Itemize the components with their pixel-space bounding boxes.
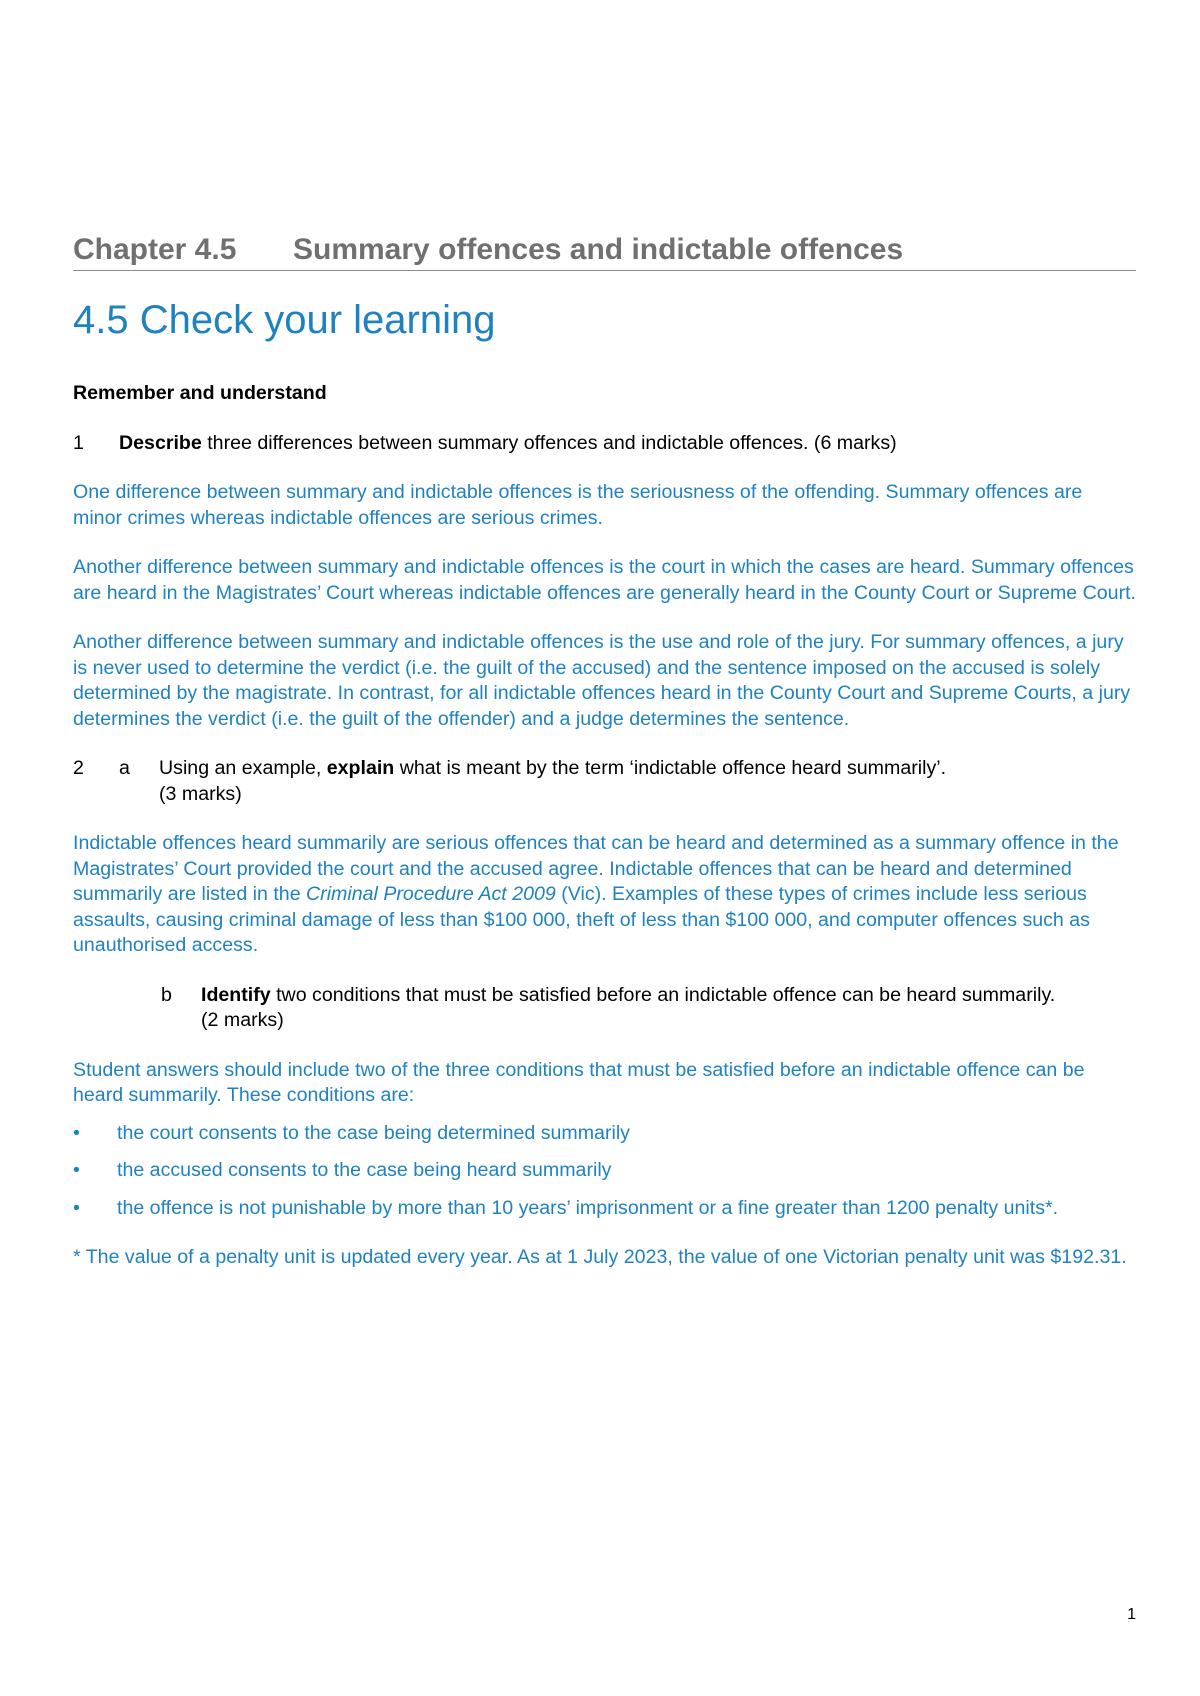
bullet-icon: •: [73, 1196, 80, 1219]
question-body: three differences between summary offences and indictable offences. (6 marks): [201, 431, 897, 454]
conditions-list: [73, 1121, 1136, 1222]
question-number: 1: [73, 431, 84, 454]
list-item: [73, 1196, 1136, 1222]
question-1: [73, 431, 1136, 457]
answer-paragraph: One difference between summary and indictable offences is the seriousness of the offending. Summary offences are minor crimes whereas indictable offences are serious crimes.: [73, 481, 1083, 529]
question-body: Using an example,: [159, 757, 327, 779]
question-marks: (3 marks): [159, 782, 242, 805]
question-text: [201, 983, 1136, 1034]
question-text: [159, 756, 1136, 807]
answer-paragraph: Another difference between summary and indictable offences is the court in which the cases are heard. Summary offences are heard in the Magistrates’ Court whereas indictable offences are generally heard in the County Court or Supreme Court.: [73, 556, 1136, 604]
section-heading: Remember and understand: [73, 382, 327, 404]
question-number: 2: [73, 757, 84, 779]
question-verb: Identify: [201, 983, 271, 1006]
chapter-header: [73, 230, 1136, 271]
list-item-text: the accused consents to the case being heard summarily: [117, 1159, 612, 1181]
question-body: two conditions that must be satisfied before an indictable offence can be heard summarily.: [270, 983, 1056, 1006]
list-item: [73, 1158, 1136, 1184]
questions-content: [73, 381, 1136, 1295]
answer-paragraph: Another difference between summary and indictable offences is the use and role of the jury. For summary offences, a jury is never used to determine the verdict (i.e. the guilt of the accused) and the sentence imposed on the accused is solely determined by the magistrate. In contrast, for all indictable offences heard in the County Court and Supreme Courts, a jury determines the verdict (i.e. the guilt of the offender) and a judge determines the sentence.: [73, 631, 1131, 730]
page-title: 4.5 Check your learning: [73, 298, 496, 342]
question-2b: [73, 983, 1136, 1034]
answer-paragraph: [73, 831, 1136, 959]
question-body: what is meant by the term ‘indictable offence heard summarily’.: [394, 757, 947, 779]
question-2a: [73, 756, 1136, 807]
answer-text: Indictable offences heard summarily are serious offences that can be heard and determined as a summary offence in the Magistrates’ Court provided the court and the accused agree. Indictable offences that can be heard and determined summarily are listed in the: [73, 832, 1119, 905]
answer-paragraph: Student answers should include two of the three conditions that must be satisfied before an indictable offence can be heard summarily. These conditions are:: [73, 1058, 1085, 1106]
page-number: 1: [1127, 1606, 1136, 1623]
chapter-title: Summary offences and indictable offences: [293, 233, 904, 266]
document-page: [73, 0, 1136, 1696]
question-verb: explain: [326, 757, 395, 779]
question-verb: Describe: [119, 431, 202, 454]
question-letter: b: [161, 983, 172, 1006]
act-title: Criminal Procedure Act 2009: [306, 883, 556, 905]
list-item-text: the offence is not punishable by more than 10 years’ imprisonment or a fine greater than 1200 penalty units*.: [117, 1196, 1059, 1219]
question-text: [119, 431, 1136, 457]
list-item-text: the court consents to the case being determined summarily: [117, 1121, 630, 1144]
list-item: [73, 1121, 1136, 1147]
question-letter: a: [119, 757, 130, 779]
footnote: * The value of a penalty unit is updated every year. As at 1 July 2023, the value of one Victorian penalty unit was $192.31.: [73, 1246, 1127, 1268]
question-marks: (2 marks): [201, 1009, 284, 1031]
bullet-icon: •: [73, 1121, 80, 1144]
chapter-number: Chapter 4.5: [73, 233, 237, 266]
bullet-icon: •: [73, 1159, 80, 1181]
answer-text: (Vic). Examples of these types of crimes include less serious assaults, causing criminal damage of less than $100 000, theft of less than $100 000, and computer offences such as unauthorised access.: [73, 883, 1090, 956]
